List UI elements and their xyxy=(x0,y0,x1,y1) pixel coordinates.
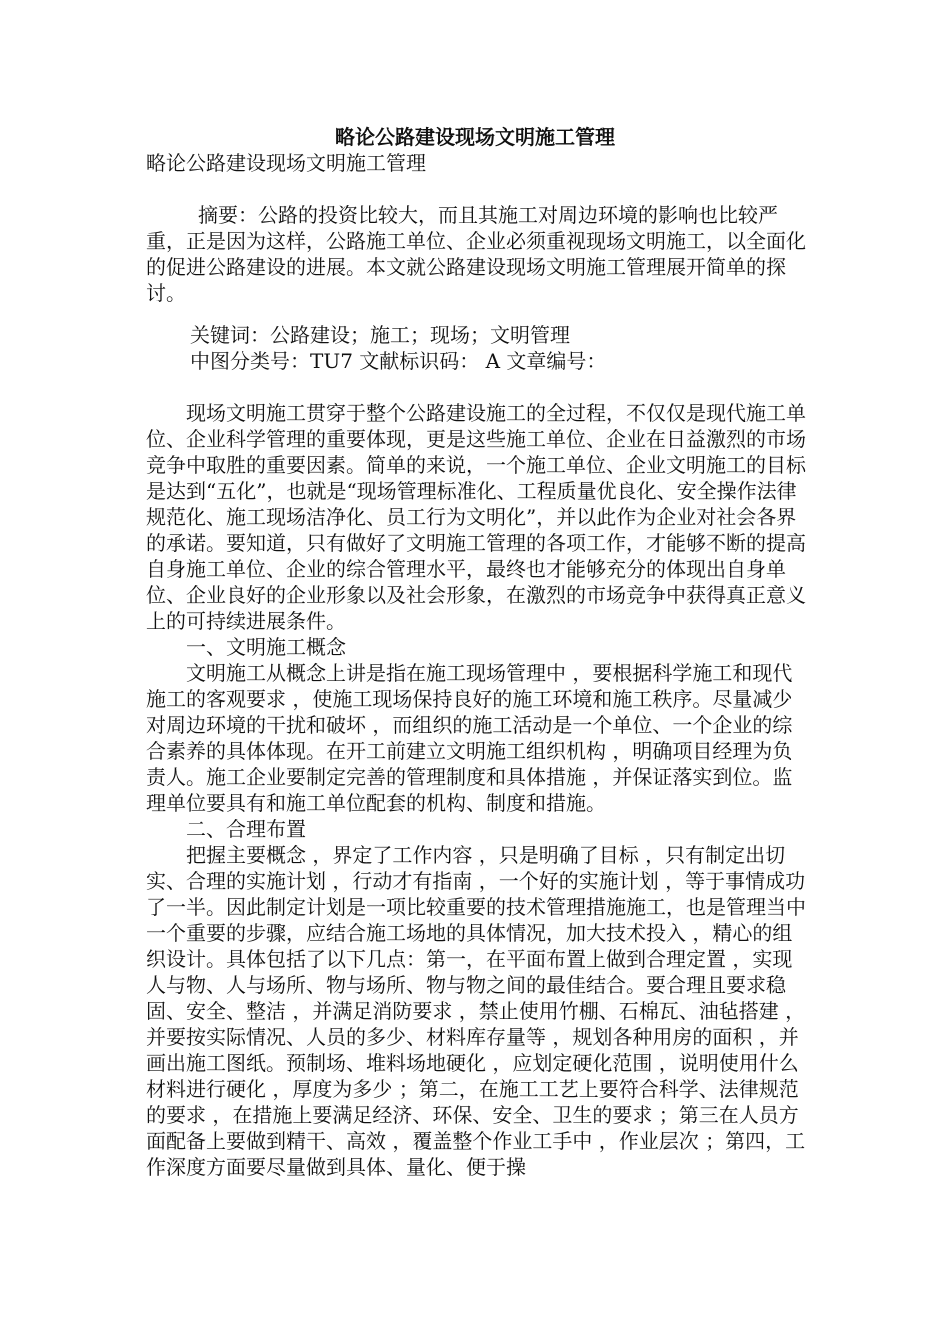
paragraph-layout: 把握主要概念 ，界定了工作内容 ，只是明确了目标 ，只有制定出切实、合理的实施计划 ，行动才有指南 ，一个好的实施计划 ，等于事情成功了一半。因此制定计划是一项比较重要的技术管理措施施工，也是管理当中一个重要的步骤，应结合施工场地的具体情况，加大技术投入 ，精心的组织设计。具体包括了以下几点：第一，在平面布置上做到合理定置 ，实现人与物、人与场所、物与场所、物与物之间的最佳结合。要合理且要求稳固、安全、整洁 ，并满足消防要求 ，禁止使用竹棚、石棉瓦、油毡搭建 ，并要按实际情况、人员的多少、材料库存量等 ，规划各种用房的面积 ，并画出施工图纸。预制场、堆料场地硬化 ，应划定硬化范围 ，说明使用什么材料进行硬化 ，厚度为多少 ；第二，在施工工艺上要符合科学、法律规范的要求 ，在措施上要满足经济、环保、安全、卫生的要求 ；第三在人员方面配备上要做到精干、高效 ，覆盖整个作业工手中 ，作业层次 ；第四，工作深度方面要尽量做到具体、量化、便于操 xyxy=(146,843,806,1179)
body-text xyxy=(146,400,808,1180)
section-heading-1: 一、文明施工概念 xyxy=(186,635,346,659)
keywords-line: 关键词：公路建设；施工；现场；文明管理 xyxy=(190,323,570,347)
document-subtitle: 略论公路建设现场文明施工管理 xyxy=(146,151,426,175)
abstract-text: 摘要：公路的投资比较大，而且其施工对周边环境的影响也比较严重，正是因为这样，公路施工单位、企业必须重视现场文明施工，以全面化的促进公路建设的进展。本文就公路建设现场文明施工管理展开简单的探讨。 xyxy=(146,203,806,305)
abstract-block xyxy=(146,202,808,306)
document-title: 略论公路建设现场文明施工管理 xyxy=(335,125,615,149)
paragraph-intro: 现场文明施工贯穿于整个公路建设施工的全过程，不仅仅是现代施工单位、企业科学管理的重要体现，更是这些施工单位、企业在日益激烈的市场竞争中取胜的重要因素。简单的来说，一个施工单位、企业文明施工的目标是达到“五化”，也就是“现场管理标准化、工程质量优良化、安全操作法律规范化、施工现场洁净化、员工行为文明化”，并以此作为企业对社会各界的承诺。要知道，只有做好了文明施工管理的各项工作，才能够不断的提高自身施工单位、企业的综合管理水平，最终也才能够充分的体现出自身单位、企业良好的企业形象以及社会形象，在激烈的市场竞争中获得真正意义上的可持续进展条件。 xyxy=(146,401,806,633)
section-heading-2: 二、合理布置 xyxy=(186,817,306,841)
classification-line: 中图分类号：TU7 文献标识码： A 文章编号： xyxy=(190,349,607,373)
paragraph-concept: 文明施工从概念上讲是指在施工现场管理中 ，要根据科学施工和现代施工的客观要求 ，使施工现场保持良好的施工环境和施工秩序。尽量减少对周边环境的干扰和破坏 ，而组织的施工活动是一个单位、一个企业的综合素养的具体体现。在开工前建立文明施工组织机构 ，明确项目经理为负责人。施工企业要制定完善的管理制度和具体措施 ，并保证落实到位。监理单位要具有和施工单位配套的机构、制度和措施。 xyxy=(146,661,793,815)
